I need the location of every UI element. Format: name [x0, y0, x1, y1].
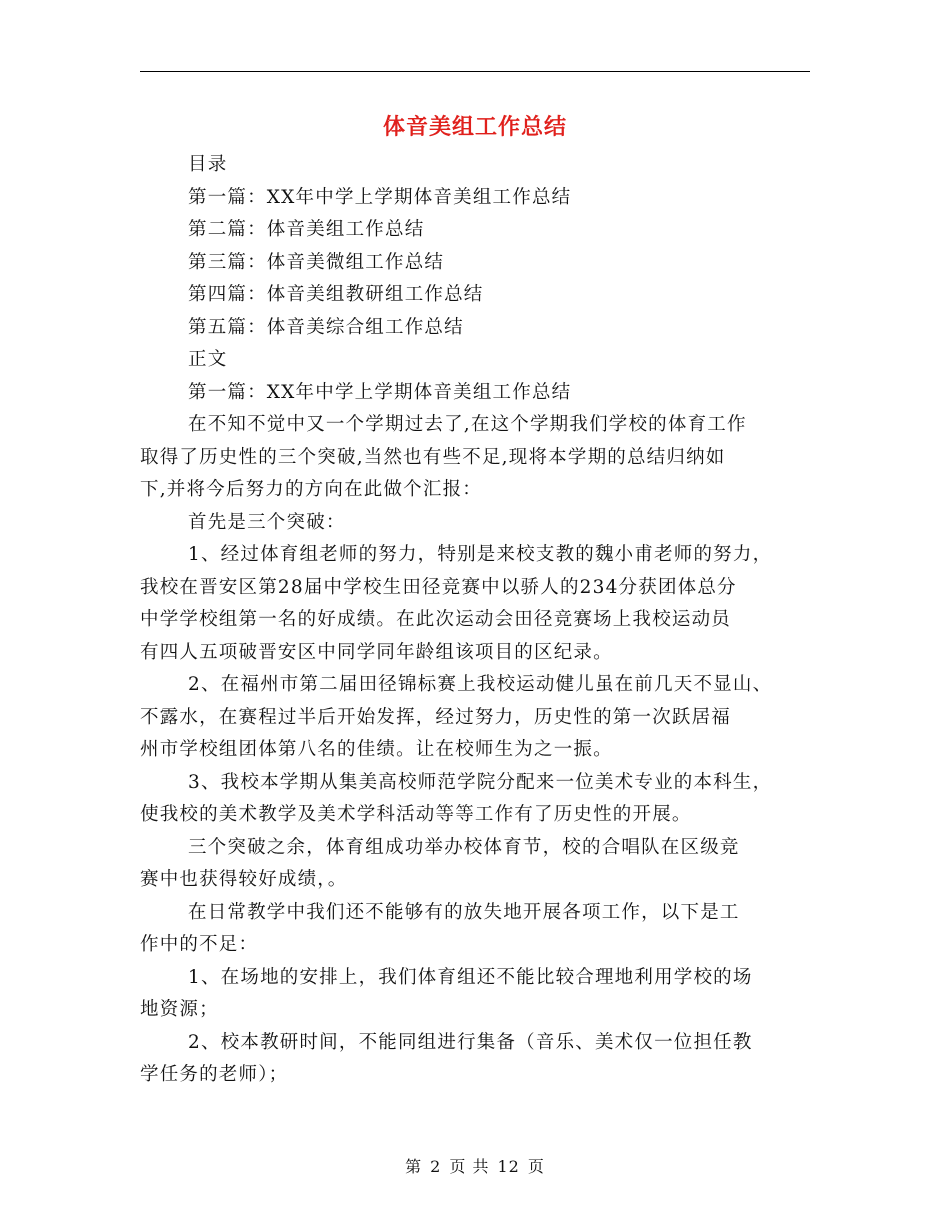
- toc-item: 第五篇：体音美综合组工作总结: [188, 317, 464, 338]
- paragraph-line: 学任务的老师）；: [140, 1064, 289, 1085]
- page-label-mid: 页 共: [449, 1157, 490, 1176]
- paragraph-line: 赛中也获得较好成绩，。: [140, 869, 348, 890]
- page-label-post: 页: [527, 1157, 545, 1176]
- paragraph-line: 不露水，在赛程过半后开始发挥，经过努力，历史性的第一次跃居福: [140, 707, 732, 728]
- page-label-pre: 第: [405, 1157, 423, 1176]
- paragraph-line: 2、校本教研时间，不能同组进行集备（音乐、美术仅一位担任教: [188, 1032, 753, 1053]
- body-heading: 正文: [188, 349, 228, 370]
- paragraph-line: 使我校的美术教学及美术学科活动等等工作有了历史性的开展。: [140, 804, 692, 825]
- paragraph-line: 在日常教学中我们还不能够有的放失地开展各项工作，以下是工: [188, 902, 740, 923]
- toc-heading: 目录: [188, 154, 228, 175]
- page-current: 2: [430, 1157, 442, 1176]
- paragraph-line: 在不知不觉中又一个学期过去了,在这个学期我们学校的体育工作: [188, 414, 747, 435]
- header-rule: [140, 71, 810, 72]
- paragraph-line: 中学学校组第一名的好成绩。在此次运动会田径竞赛场上我校运动员: [140, 609, 732, 630]
- paragraph-line: 有四人五项破晋安区中同学同年龄组该项目的区纪录。: [140, 642, 613, 663]
- paragraph-line: 3、我校本学期从集美高校师范学院分配来一位美术专业的本科生，: [188, 772, 773, 793]
- paragraph-line: 1、经过体育组老师的努力，特别是来校支教的魏小甫老师的努力，: [188, 544, 773, 565]
- section-title: 第一篇：XX年中学上学期体音美组工作总结: [188, 382, 572, 403]
- toc-item: 第一篇：XX年中学上学期体音美组工作总结: [188, 187, 572, 208]
- document-title: 体音美组工作总结: [382, 114, 567, 140]
- page-total: 12: [497, 1157, 520, 1176]
- paragraph-line: 1、在场地的安排上，我们体育组还不能比较合理地利用学校的场: [188, 967, 753, 988]
- paragraph-line: 下,并将今后努力的方向在此做个汇报：: [140, 479, 482, 500]
- paragraph-line: 作中的不足：: [140, 934, 259, 955]
- paragraph-line: 州市学校组团体第八名的佳绩。让在校师生为之一振。: [140, 739, 613, 760]
- paragraph-line: 2、在福州市第二届田径锦标赛上我校运动健儿虽在前几天不显山、: [188, 674, 773, 695]
- paragraph-line: 我校在晋安区第28届中学校生田径竞赛中以骄人的234分获团体总分: [140, 577, 737, 598]
- toc-item: 第四篇：体音美组教研组工作总结: [188, 284, 484, 305]
- toc-item: 第三篇：体音美微组工作总结: [188, 252, 445, 273]
- paragraph-line: 三个突破之余，体育组成功举办校体育节，校的合唱队在区级竞: [188, 837, 740, 858]
- paragraph-line: 地资源；: [140, 999, 219, 1020]
- paragraph-line: 首先是三个突破：: [188, 512, 346, 533]
- toc-item: 第二篇：体音美组工作总结: [188, 219, 425, 240]
- paragraph-line: 取得了历史性的三个突破,当然也有些不足,现将本学期的总结归纳如: [140, 447, 726, 468]
- page-footer: [0, 1154, 950, 1177]
